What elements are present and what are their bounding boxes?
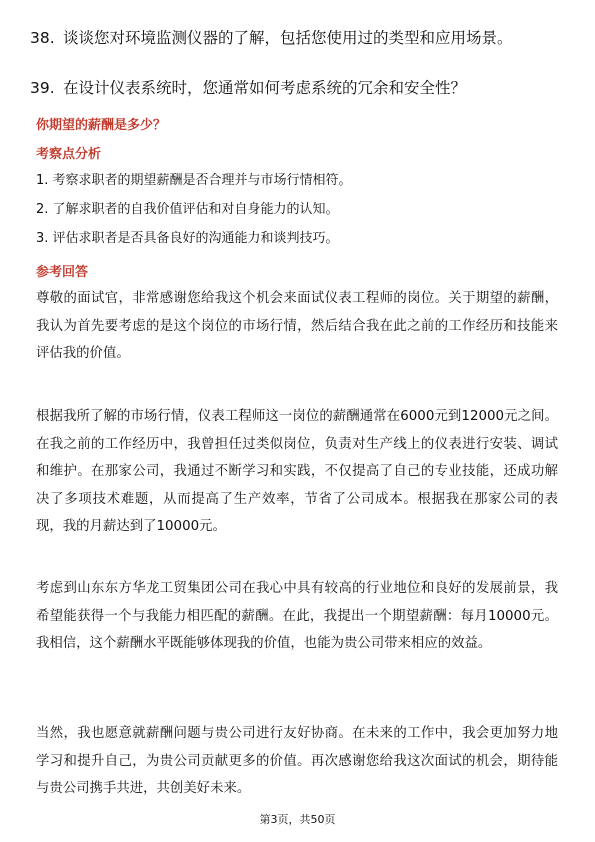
page-number: 第3页，共50页 [259,813,336,826]
question-number: 39. [30,79,55,97]
section-title: 你期望的薪酬是多少？ [36,118,167,133]
question-text: 谈谈您对环境监测仪器的了解，包括您使用过的类型和应用场景。 [63,29,513,47]
question-text: 在设计仪表系统时，您通常如何考虑系统的冗余和安全性？ [63,79,467,97]
analysis-item: 2. 了解求职者的自我价值评估和对自身能力的认知。 [36,202,339,217]
answer-paragraph: 根据我所了解的市场行情，仪表工程师这一岗位的薪酬通常在6000元到12000元之间。在我之前的工作经历中，我曾担任过类似岗位，负责对生产线上的仪表进行安装、调试和维护。在那家公司，我通过不断学习和实践，不仅提高了自己的专业技能，还成功解决了多项技术难题，从而提高了生产效率，节省了公司成本。根据我在那家公司的表现，我的月薪达到了10000元。 [36,409,558,534]
question-38 [30,27,560,49]
answer-paragraph: 尊敬的面试官，非常感谢您给我这个机会来面试仪表工程师的岗位。关于期望的薪酬，我认为首先要考虑的是这个岗位的市场行情，然后结合我在此之前的工作经历和技能来评估我的价值。 [36,291,558,361]
question-number: 38. [30,29,55,47]
answer-paragraph: 考虑到山东东方华龙工贸集团公司在我心中具有较高的行业地位和良好的发展前景，我希望能获得一个与我能力相匹配的薪酬。在此，我提出一个期望薪酬：每月10000元。我相信，这个薪酬水平既能够体现我的价值，也能为贵公司带来相应的效益。 [36,581,558,651]
analysis-item: 1. 考察求职者的期望薪酬是否合理并与市场行情相符。 [36,173,352,188]
question-39 [30,77,560,99]
answer-heading: 参考回答 [36,265,89,280]
analysis-heading: 考察点分析 [36,147,102,162]
answer-paragraph: 当然，我也愿意就薪酬问题与贵公司进行友好协商。在未来的工作中，我会更加努力地学习和提升自己，为贵公司贡献更多的价值。再次感谢您给我这次面试的机会，期待能与贵公司携手共进，共创美好未来。 [36,726,558,796]
analysis-item: 3. 评估求职者是否具备良好的沟通能力和谈判技巧。 [36,231,339,246]
